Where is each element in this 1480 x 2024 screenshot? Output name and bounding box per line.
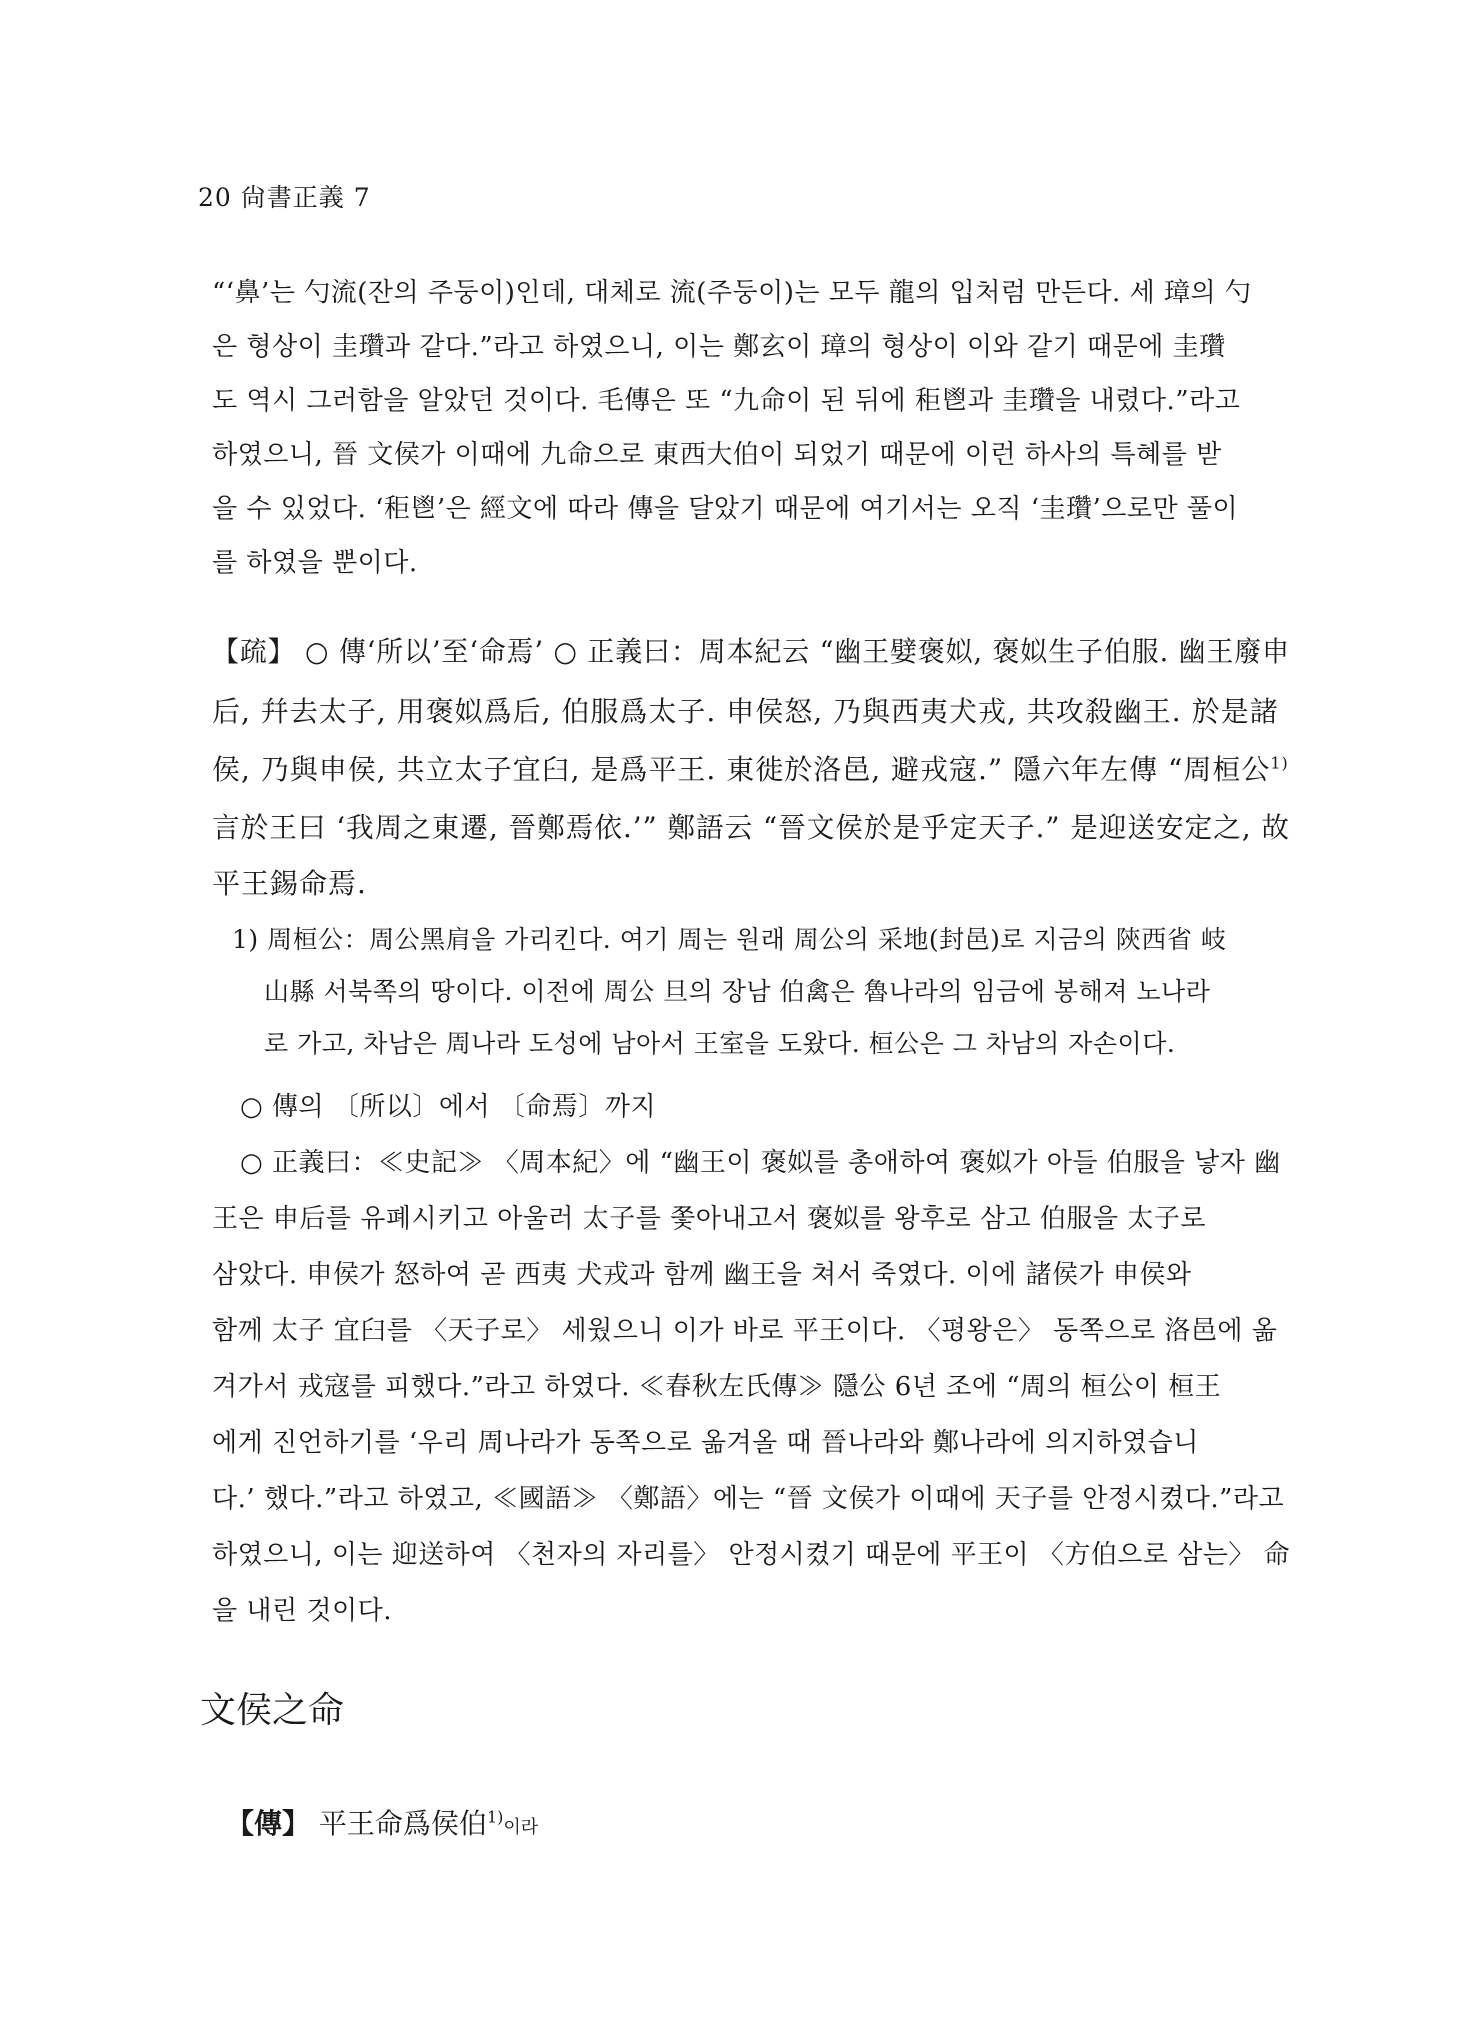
paragraph-line: 에게 진언하기를 ‘우리 周나라가 동쪽으로 옮겨올 때 晉나라와 鄭나라에 의지하였습니 [212,1428,1199,1458]
chapter-heading: 文侯之命 [200,1690,345,1731]
shu-line: 【疏】 ○ 傳‘所以’至‘命焉’ ○ 正義曰：周本紀云 “幽王嬖褒姒, 褒姒生子伯服. 幽王廢申 [212,635,1290,668]
paragraph-line: ○ 正義曰：≪史記≫ 〈周本紀〉에 “幽王이 褒姒를 총애하여 褒姒가 아들 伯服을 낳자 幽 [240,1148,1281,1178]
shu-line [212,748,1289,788]
paragraph-line: 함께 太子 宜臼를 〈天子로〉 세웠으니 이가 바로 平王이다. 〈평왕은〉 동쪽으로 洛邑에 옮 [212,1316,1278,1346]
paragraph-line: “‘鼻’는 勺流(잔의 주둥이)인데, 대체로 流(주둥이)는 모두 龍의 입처럼 만든다. 세 璋의 勺 [212,278,1252,308]
paragraph-line: 王은 申后를 유폐시키고 아울러 太子를 쫓아내고서 褒姒를 왕후로 삼고 伯服을 太子로 [212,1204,1206,1234]
footnote-line: 1) 周桓公：周公黑肩을 가리킨다. 여기 周는 원래 周公의 采地(封邑)로 지금의 陝西省 岐 [232,925,1227,954]
chuan-text: 平王命爲侯伯 [318,1807,487,1840]
paragraph-line: 겨가서 戎寇를 피했다.”라고 하였다. ≪春秋左氏傳≫ 隱公 6년 조에 “周의 桓公이 桓王 [212,1372,1222,1402]
chuan-tail: 이라 [503,1817,539,1838]
paragraph-line: 다.’ 했다.”라고 하였고, ≪國語≫ 〈鄭語〉에는 “晉 文侯가 이때에 天子를 안정시켰다.”라고 [212,1484,1285,1514]
footnote-marker: 1) [486,1807,504,1827]
paragraph-line: 도 역시 그러함을 알았던 것이다. 毛傳은 또 “九命이 된 뒤에 秬鬯과 圭瓚을 내렸다.”라고 [212,386,1241,416]
chuan-line [226,1802,538,1842]
paragraph-line: 삼았다. 申侯가 怒하여 곧 西夷 犬戎과 함께 幽王을 쳐서 죽였다. 이에 諸侯가 申侯와 [212,1260,1192,1290]
paragraph-line: 하였으니, 晉 文侯가 이때에 九命으로 東西大伯이 되었기 때문에 이런 하사의 특혜를 받 [212,440,1222,470]
footnote-marker: 1) [1270,753,1289,773]
chuan-mark: 【傳】 [226,1807,311,1840]
shu-line-text: 侯, 乃與申侯, 共立太子宜臼, 是爲平王. 東徙於洛邑, 避戎寇.” 隱六年左傳 “周桓公 [212,753,1271,786]
paragraph-line: 를 하였을 뿐이다. [212,548,418,578]
paragraph-line: 을 내린 것이다. [212,1596,392,1626]
footnote-line: 山縣 서북쪽의 땅이다. 이전에 周公 旦의 장남 伯禽은 魯나라의 임금에 봉해져 노나라 [264,977,1211,1006]
shu-line: 后, 幷去太子, 用褒姒爲后, 伯服爲太子. 申侯怒, 乃與西夷犬戎, 共攻殺幽王. 於是諸 [212,695,1279,728]
paragraph-line: 을 수 있었다. ‘秬鬯’은 經文에 따라 傳을 달았기 때문에 여기서는 오직 ‘圭瓚’으로만 풀이 [212,494,1239,524]
paragraph-line: 은 형상이 圭瓚과 같다.”라고 하였으니, 이는 鄭玄이 璋의 형상이 이와 같기 때문에 圭瓚 [212,332,1226,362]
subsection-heading: ○ 傳의 〔所以〕에서 〔命焉〕까지 [240,1092,657,1122]
shu-line: 平王錫命焉. [212,867,367,900]
shu-line: 言於王曰 ‘我周之東遷, 晉鄭焉依.’” 鄭語云 “晉文侯於是乎定天子.” 是迎送安定之, 故 [212,811,1291,844]
page-header: 20 尙書正義 7 [198,183,371,212]
paragraph-line: 하였으니, 이는 迎送하여 〈천자의 자리를〉 안정시켰기 때문에 平王이 〈方伯으로 삼는〉 命 [212,1540,1291,1570]
footnote-line: 로 가고, 차남은 周나라 도성에 남아서 王室을 도왔다. 桓公은 그 차남의 자손이다. [264,1029,1176,1058]
